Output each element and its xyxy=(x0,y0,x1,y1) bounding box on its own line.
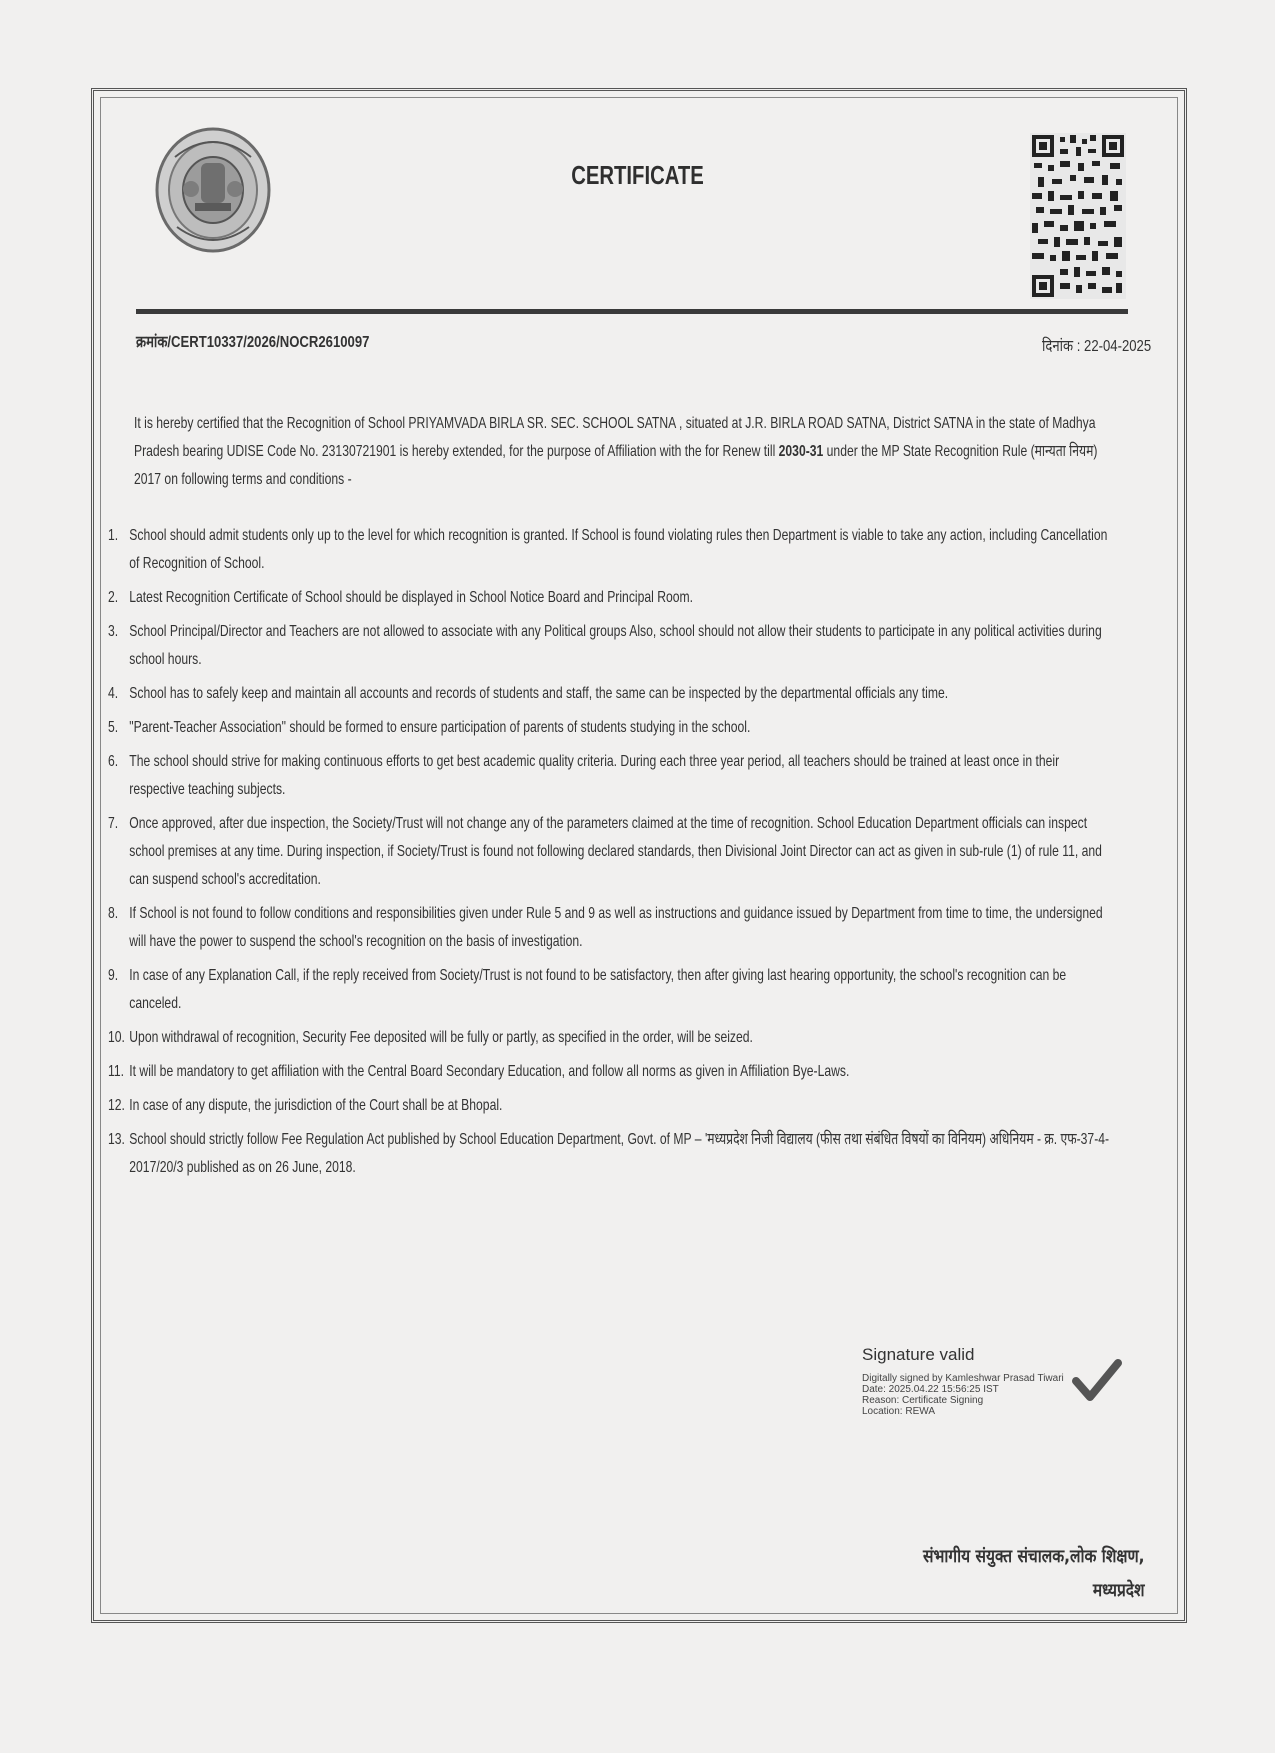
condition-item xyxy=(108,748,1111,804)
condition-item xyxy=(108,522,1111,578)
digital-signature-block xyxy=(862,1345,1132,1435)
condition-item xyxy=(108,584,1111,612)
condition-text: In case of any dispute, the jurisdiction of the Court shall be at Bhopal. xyxy=(129,1097,503,1114)
renewal-year: 2030-31 xyxy=(778,443,824,460)
checkmark-icon xyxy=(1072,1357,1122,1403)
issue-date xyxy=(1042,334,1151,356)
signer-line: Digitally signed by Kamleshwar Prasad Tiwari xyxy=(862,1373,1064,1384)
officer-state: मध्यप्रदेश xyxy=(1093,1580,1145,1601)
condition-number: 7. xyxy=(108,815,119,832)
condition-item xyxy=(108,962,1111,1018)
condition-item xyxy=(108,1092,1111,1120)
condition-number: 13. xyxy=(108,1131,125,1148)
condition-number: 12. xyxy=(108,1097,125,1114)
issuing-officer xyxy=(924,1540,1145,1608)
reference-number: क्रमांक/CERT10337/2026/NOCR2610097 xyxy=(136,334,370,351)
condition-text: It will be mandatory to get affiliation with the Central Board Secondary Education, and follow all norms as given in Affiliation Bye-Laws. xyxy=(129,1063,850,1080)
condition-text: Once approved, after due inspection, the Society/Trust will not change any of the parameters claimed at the time of recognition. School Education Department officials can inspect school premises at any time. During inspection, if Society/Trust is found not following declared standards, then Divisional Joint Director can act as given in sub-rule (1) of rule 11, and can suspend school's accreditation. xyxy=(129,815,1102,888)
condition-number: 9. xyxy=(108,967,119,984)
condition-number: 3. xyxy=(108,623,119,640)
date-label: दिनांक : xyxy=(1041,338,1081,355)
condition-text: If School is not found to follow conditions and responsibilities given under Rule 5 and 9 as well as instructions and guidance issued by Department from time to time, the undersigned will have the power to suspend the school's recognition on the basis of investigation. xyxy=(129,905,1103,950)
condition-item xyxy=(108,1126,1111,1182)
date-value: 22-04-2025 xyxy=(1083,338,1151,355)
condition-item xyxy=(108,1024,1111,1052)
condition-number: 5. xyxy=(108,719,119,736)
condition-number: 1. xyxy=(108,527,119,544)
condition-number: 11. xyxy=(108,1063,125,1080)
signature-reason: Reason: Certificate Signing xyxy=(862,1395,984,1406)
officer-designation: संभागीय संयुक्त संचालक,लोक शिक्षण, xyxy=(923,1546,1145,1567)
condition-item xyxy=(108,618,1111,674)
condition-item xyxy=(108,810,1111,894)
terms-and-conditions-list xyxy=(108,522,1111,1188)
signature-location: Location: REWA xyxy=(862,1406,935,1417)
condition-number: 8. xyxy=(108,905,119,922)
condition-text: School has to safely keep and maintain all accounts and records of students and staff, the same can be inspected by the departmental officials any time. xyxy=(129,685,949,702)
condition-text: The school should strive for making continuous efforts to get best academic quality criteria. During each three year period, all teachers should be trained at least once in their respective teaching subjects. xyxy=(129,753,1060,798)
header-divider xyxy=(136,309,1128,314)
condition-text: School Principal/Director and Teachers are not allowed to associate with any Political groups Also, school should not allow their students to participate in any political activities during school hours. xyxy=(129,623,1102,668)
condition-item xyxy=(108,714,1111,742)
condition-item xyxy=(108,1058,1111,1086)
condition-number: 10. xyxy=(108,1029,125,1046)
condition-text: In case of any Explanation Call, if the reply received from Society/Trust is not found to be satisfactory, then after giving last hearing opportunity, the school's recognition can be canceled. xyxy=(129,967,1067,1012)
statement-part-1: It is hereby certified that the Recognition of School PRIYAMVADA BIRLA SR. SEC. SCHOOL SATNA , situated at J.R. BIRLA ROAD SATNA, District SATNA in the state of Madhya Pradesh bearing UDISE Code No. 23130721901 is hereby extended, for the purpose of Affiliation with the for Renew till xyxy=(134,415,1096,460)
statement-part-2: under the MP State Recognition Rule (मान्यता नियम) 2017 on following terms and conditions - xyxy=(134,443,1098,488)
certification-statement xyxy=(134,410,1099,494)
qr-code xyxy=(1030,133,1126,299)
signature-date: Date: 2025.04.22 15:56:25 IST xyxy=(862,1384,999,1395)
signature-status: Signature valid xyxy=(862,1345,975,1364)
condition-text: Latest Recognition Certificate of School should be displayed in School Notice Board and Principal Room. xyxy=(129,589,694,606)
condition-text: "Parent-Teacher Association" should be formed to ensure participation of parents of students studying in the school. xyxy=(129,719,751,736)
condition-number: 6. xyxy=(108,753,119,770)
condition-item xyxy=(108,900,1111,956)
condition-number: 4. xyxy=(108,685,119,702)
condition-text: School should strictly follow Fee Regulation Act published by School Education Department, Govt. of MP – 'मध्यप्रदेश निजी विद्यालय (फीस तथा संबंधित विषयों का विनियम) अधिनियम - क्र. एफ-37-4-2017/20/3 published as on 26 June, 2018. xyxy=(129,1131,1110,1176)
condition-text: School should admit students only up to the level for which recognition is granted. If School is found violating rules then Department is viable to take any action, including Cancellation of Recognition of School. xyxy=(129,527,1108,572)
condition-item xyxy=(108,680,1111,708)
condition-number: 2. xyxy=(108,589,119,606)
condition-text: Upon withdrawal of recognition, Security Fee deposited will be fully or partly, as specified in the order, will be seized. xyxy=(129,1029,753,1046)
certificate-title: CERTIFICATE xyxy=(571,160,704,190)
